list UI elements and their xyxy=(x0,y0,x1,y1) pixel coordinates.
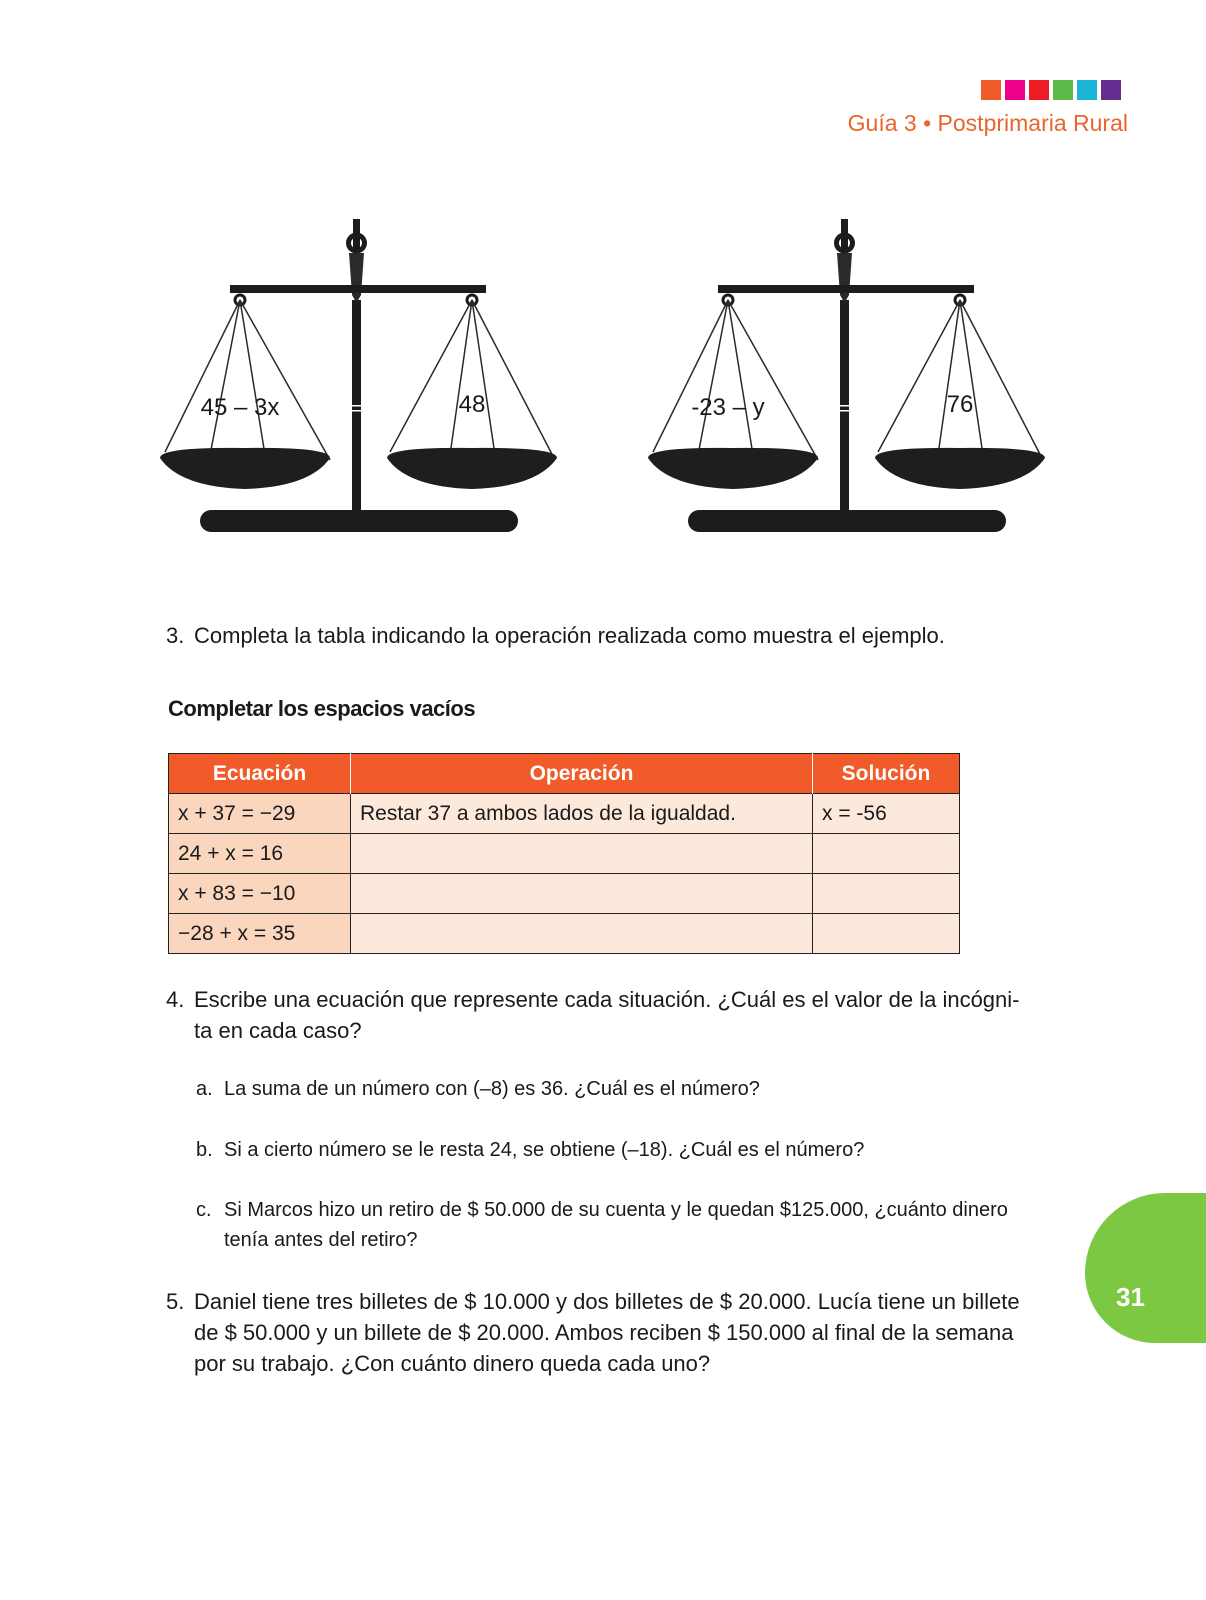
balance-scales-illustration xyxy=(150,215,1070,545)
equation-cell: 24 + x = 16 xyxy=(169,834,351,874)
scale-string xyxy=(698,300,728,455)
table-row xyxy=(169,874,960,914)
column-header-operacion: Operación xyxy=(351,754,813,794)
question-number: 5. xyxy=(166,1289,185,1314)
color-square xyxy=(1053,80,1073,100)
table-row xyxy=(169,914,960,954)
color-square xyxy=(1101,80,1121,100)
item-text: La suma de un número con (–8) es 36. ¿Cuál es el número? xyxy=(224,1078,760,1100)
color-squares xyxy=(981,80,1121,100)
scale-string xyxy=(210,300,240,455)
question-number: 4. xyxy=(166,987,185,1012)
scale-needle xyxy=(349,253,364,303)
balance-scale-left xyxy=(160,219,557,532)
scale-string xyxy=(390,300,472,452)
scale-string xyxy=(165,300,240,452)
table-row xyxy=(169,834,960,874)
scale-left-expression: -23 – y xyxy=(691,394,765,421)
operation-cell[interactable] xyxy=(351,914,813,954)
balance-scale-right xyxy=(648,219,1045,532)
item-text: Si a cierto número se le resta 24, se obtiene (–18). ¿Cuál es el número? xyxy=(224,1139,865,1161)
equations-table xyxy=(168,753,960,954)
scale-left-expression: 45 – 3x xyxy=(200,394,280,421)
question-text-line-2: de $ 50.000 y un billete de $ 20.000. Ambos reciben $ 150.000 al final de la semana xyxy=(194,1320,1014,1345)
operation-cell: Restar 37 a ambos lados de la igualdad. xyxy=(351,794,813,834)
question-5 xyxy=(166,1286,1066,1381)
page-number-tab xyxy=(1085,1193,1206,1343)
scale-needle xyxy=(837,253,852,303)
guide-header: Guía 3 • Postprimaria Rural xyxy=(847,110,1128,136)
scale-string xyxy=(450,300,472,455)
color-square xyxy=(1005,80,1025,100)
question-number: 3. xyxy=(166,623,185,648)
column-header-solucion: Solución xyxy=(813,754,960,794)
question-4-item-c xyxy=(196,1195,1076,1255)
scale-right-expression: 48 xyxy=(458,391,486,418)
item-text-line-1: Si Marcos hizo un retiro de $ 50.000 de su cuenta y le quedan $125.000, ¿cuánto dinero xyxy=(224,1199,1008,1221)
scale-string xyxy=(938,300,960,455)
item-label: b. xyxy=(196,1139,213,1161)
color-square xyxy=(1029,80,1049,100)
solution-cell[interactable] xyxy=(813,874,960,914)
section-title: Completar los espacios vacíos xyxy=(168,696,476,721)
question-text-line-3: por su trabajo. ¿Con cuánto dinero queda cada uno? xyxy=(194,1351,711,1376)
color-square xyxy=(981,80,1001,100)
scale-pan-left xyxy=(648,448,818,489)
question-text-line-1: Escribe una ecuación que represente cada situación. ¿Cuál es el valor de la incógni- xyxy=(194,987,1020,1012)
question-text-line-1: Daniel tiene tres billetes de $ 10.000 y dos billetes de $ 20.000. Lucía tiene un billete xyxy=(194,1289,1020,1314)
table-header-row xyxy=(169,754,960,794)
scale-string xyxy=(653,300,728,452)
scale-equals-sign: = xyxy=(350,398,363,420)
scale-equals-sign: = xyxy=(838,398,851,420)
scale-right-expression: 76 xyxy=(946,391,974,418)
column-header-ecuacion: Ecuación xyxy=(169,754,351,794)
table-row xyxy=(169,794,960,834)
item-text-line-2: tenía antes del retiro? xyxy=(224,1229,418,1251)
question-text: Completa la tabla indicando la operación realizada como muestra el ejemplo. xyxy=(194,623,945,648)
scale-beam xyxy=(718,285,974,293)
item-label: c. xyxy=(196,1199,212,1221)
scale-beam xyxy=(230,285,486,293)
scale-string xyxy=(878,300,960,452)
scale-pan-left xyxy=(160,448,330,489)
color-square xyxy=(1077,80,1097,100)
scale-pan-right xyxy=(387,448,557,489)
operation-cell[interactable] xyxy=(351,874,813,914)
equation-cell: x + 37 = −29 xyxy=(169,794,351,834)
solution-cell[interactable] xyxy=(813,914,960,954)
equation-cell: −28 + x = 35 xyxy=(169,914,351,954)
solution-cell: x = -56 xyxy=(813,794,960,834)
question-text-line-2: ta en cada caso? xyxy=(194,1018,362,1043)
equation-cell: x + 83 = −10 xyxy=(169,874,351,914)
scale-pan-right xyxy=(875,448,1045,489)
page-number: 31 xyxy=(1116,1282,1145,1312)
item-label: a. xyxy=(196,1078,213,1100)
question-4 xyxy=(166,984,1066,1048)
operation-cell[interactable] xyxy=(351,834,813,874)
solution-cell[interactable] xyxy=(813,834,960,874)
